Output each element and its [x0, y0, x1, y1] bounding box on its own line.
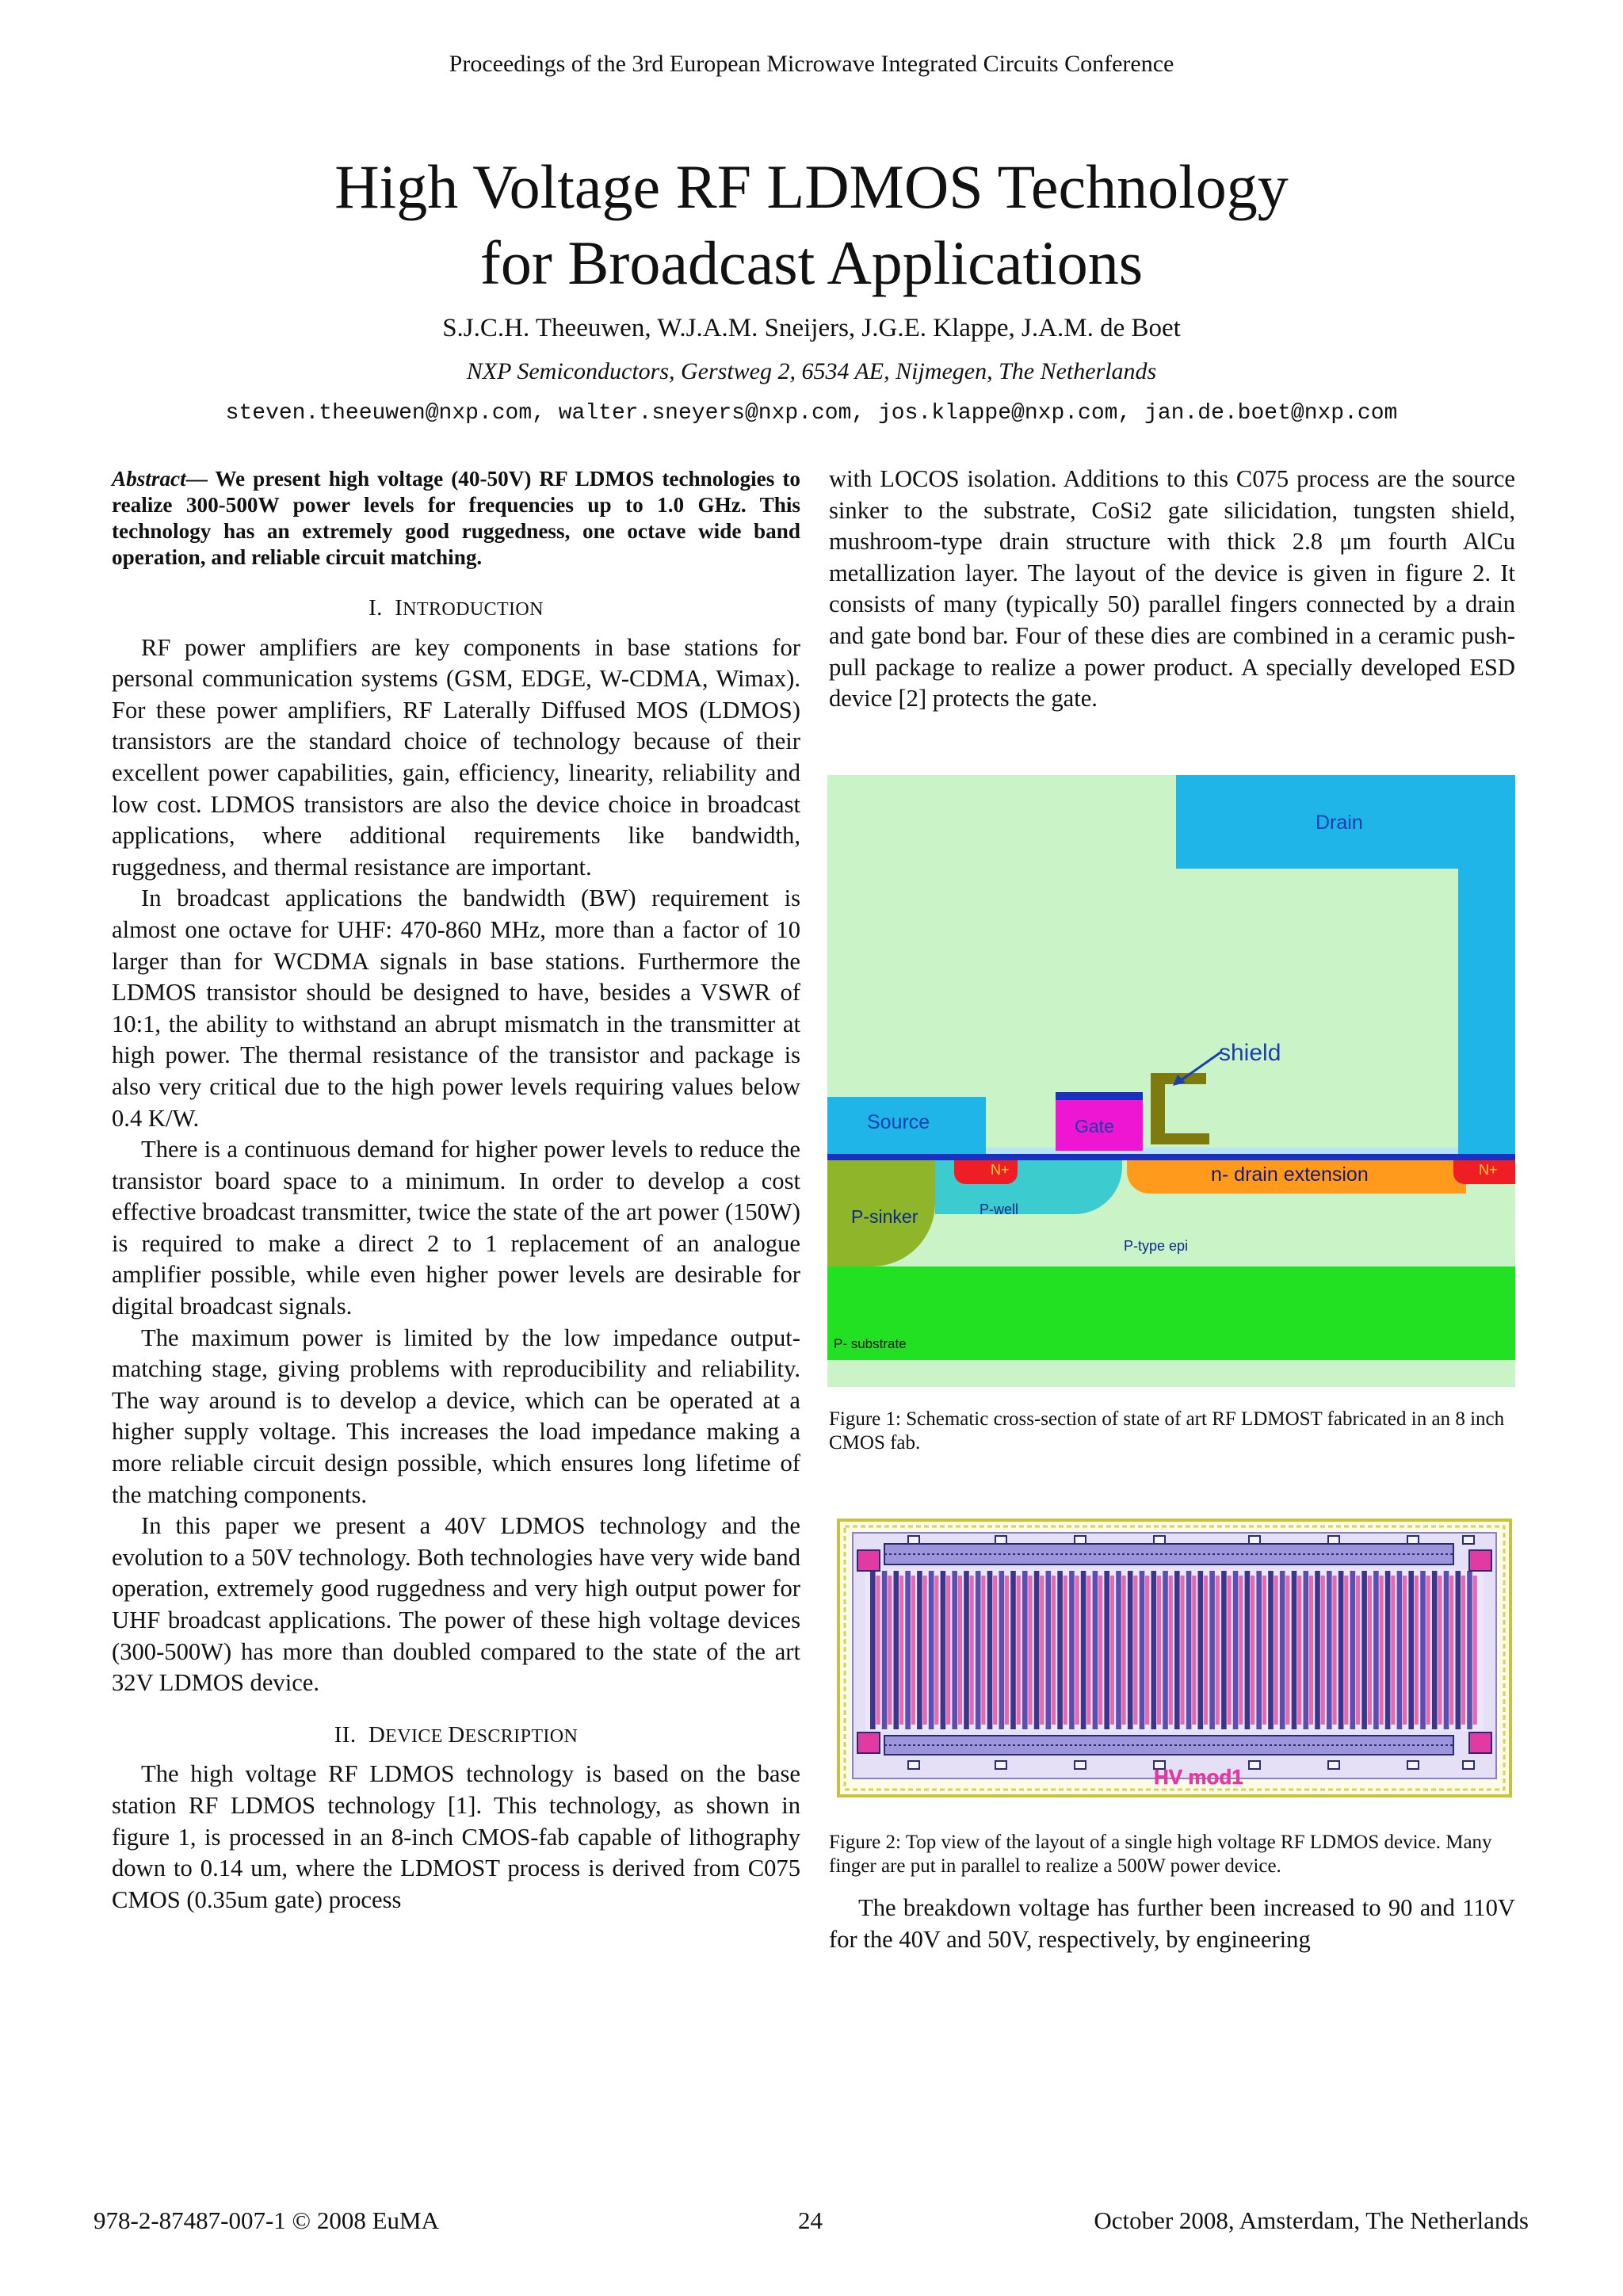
- finger-poly: [1098, 1576, 1102, 1725]
- finger-poly: [1274, 1576, 1278, 1725]
- finger-poly: [1426, 1576, 1430, 1725]
- finger-poly: [923, 1576, 927, 1725]
- section-rest: NTRODUCTION: [403, 599, 544, 620]
- finger-poly: [1403, 1576, 1407, 1725]
- finger-poly: [1262, 1576, 1266, 1725]
- finger-metal: [1022, 1571, 1028, 1729]
- footer-isbn: 978-2-87487-007-1 © 2008 EuMA: [94, 2206, 439, 2234]
- left-column: [112, 466, 800, 1916]
- finger-metal: [1385, 1571, 1391, 1729]
- finger-poly: [1204, 1576, 1208, 1725]
- section-numeral: II.: [334, 1721, 357, 1748]
- finger-metal: [1057, 1571, 1063, 1729]
- paragraph: The high voltage RF LDMOS technology is based on the base station RF LDMOS technology [1]. This technology, as shown in figure 1, is processed in an 8-inch CMOS-fab capable of lithography down to 0.14 um, where the LDMOST process is derived from C075 CMOS (0.35um gate) process: [112, 1760, 800, 1913]
- section-heading-device-description: [112, 1720, 800, 1753]
- p-well-label: P-well: [980, 1201, 1019, 1217]
- abstract-text: We present high voltage (40-50V) RF LDMOS technologies to realize 300-500W power levels for frequencies up to 1.0 GHz. This technology has an extremely good ruggedness, one octave wide band operation, and reliable circuit matching.: [112, 467, 800, 569]
- finger-poly: [1028, 1576, 1032, 1725]
- paragraph: RF power amplifiers are key components in base stations for personal communication systems (GSM, EDGE, W-CDMA, Wimax). For these power amplifiers, RF Laterally Diffused MOS (LDMOS) transistors are the standard choice of technology because of their excellent power capabilities, gain, efficiency, linearity, reliability and low cost. LDMOS transistors are also the device choice in broadcast applications, where additional requirements like bandwidth, ruggedness, and thermal resistance are important.: [112, 633, 800, 881]
- finger-poly: [1321, 1576, 1325, 1725]
- section-initial: D: [448, 1721, 465, 1748]
- finger-poly: [1332, 1576, 1336, 1725]
- figure-2-caption: Figure 2: Top view of the layout of a single high voltage RF LDMOS device. Many finger are put in parallel to realize a 500W power device.: [829, 1832, 1492, 1877]
- section-rest: ESCRIPTION: [464, 1725, 579, 1747]
- finger-poly: [1005, 1576, 1009, 1725]
- bond-contact: [1075, 1536, 1086, 1544]
- finger-metal: [882, 1571, 888, 1729]
- finger-poly: [1309, 1576, 1313, 1725]
- finger-poly: [1075, 1576, 1079, 1725]
- paragraph: In broadcast applications the bandwidth (BW) requirement is almost one octave for UHF: 470-860 MHz, more than a factor of 10 larger than for WCDMA signals in base stations. Furthermore the LDMOS transistor should be designed to have, besides a VSWR of 10:1, the ability to withstand an abrupt mismatch in the transmitter at high power. The thermal resistance of the transistor and package is also very critical due to the high power levels requiring values below 0.4 K/W.: [112, 884, 800, 1132]
- bond-contact: [908, 1536, 919, 1544]
- paragraph: There is a continuous demand for higher power levels to reduce the transistor board space to a minimum. In order to develop a cost effective broadcast transmitter, twice the state of the art power (150W) is required to make a direct 2 to 1 replacement of an analogue amplifier possible, while even higher power levels are desirable for digital broadcast signals.: [112, 1136, 800, 1320]
- finger-metal: [1034, 1571, 1040, 1729]
- drain-metal-column: [1458, 869, 1515, 1156]
- finger-poly: [1040, 1576, 1044, 1725]
- finger-metal: [1292, 1571, 1297, 1729]
- finger-poly: [1157, 1576, 1161, 1725]
- right-column-top: [829, 464, 1515, 715]
- finger-poly: [1228, 1576, 1232, 1725]
- finger-metal: [1408, 1571, 1414, 1729]
- finger-metal: [1151, 1571, 1157, 1729]
- finger-metal: [894, 1571, 899, 1729]
- finger-metal: [964, 1571, 969, 1729]
- finger-poly: [1180, 1576, 1184, 1725]
- finger-metal: [1104, 1571, 1109, 1729]
- shield-bottom: [1151, 1133, 1209, 1144]
- section-heading-introduction: [112, 593, 800, 626]
- finger-poly: [1192, 1576, 1196, 1725]
- bond-contact: [995, 1761, 1006, 1769]
- finger-metal: [1373, 1571, 1379, 1729]
- bond-contact: [1407, 1536, 1419, 1544]
- finger-metal: [976, 1571, 981, 1729]
- title-line-2: for Broadcast Applications: [479, 228, 1144, 297]
- footer-event: October 2008, Amsterdam, The Netherlands: [1094, 2206, 1529, 2234]
- affiliation: NXP Semiconductors, Gerstweg 2, 6534 AE, Nijmegen, The Netherlands: [466, 358, 1157, 384]
- bond-contact: [1249, 1761, 1260, 1769]
- finger-metal: [1256, 1571, 1262, 1729]
- finger-metal: [1432, 1571, 1438, 1729]
- finger-metal: [1233, 1571, 1239, 1729]
- section-initial: I: [395, 595, 403, 621]
- emails: steven.theeuwen@nxp.com, walter.sneyers@nxp.com, jos.klappe@nxp.com, jan.de.boet@nxp.com: [225, 401, 1398, 426]
- finger-metal: [1338, 1571, 1344, 1729]
- finger-poly: [993, 1576, 997, 1725]
- finger-poly: [1052, 1576, 1056, 1725]
- drain-label: Drain: [1316, 812, 1363, 834]
- finger-metal: [905, 1571, 911, 1729]
- authors: S.J.C.H. Theeuwen, W.J.A.M. Sneijers, J.G.E. Klappe, J.A.M. de Boet: [442, 314, 1181, 342]
- finger-poly: [1216, 1576, 1220, 1725]
- finger-metal: [987, 1571, 993, 1729]
- bond-contact: [908, 1761, 919, 1769]
- n-plus-right-label: N+: [1479, 1162, 1498, 1178]
- bond-contact: [1407, 1761, 1419, 1769]
- bond-contact: [995, 1536, 1006, 1544]
- paragraph: The breakdown voltage has further been increased to 90 and 110V for the 40V and 50V, respectively, by engineering: [829, 1894, 1515, 1953]
- finger-poly: [970, 1576, 974, 1725]
- finger-metal: [929, 1571, 934, 1729]
- bond-contact: [1075, 1761, 1086, 1769]
- section-initial: D: [368, 1721, 386, 1748]
- bond-contact: [1154, 1536, 1165, 1544]
- finger-poly: [1285, 1576, 1289, 1725]
- bond-contact: [1249, 1536, 1260, 1544]
- finger-poly: [1133, 1576, 1137, 1725]
- n-plus-left-label: N+: [991, 1162, 1010, 1178]
- finger-poly: [1064, 1576, 1067, 1725]
- finger-metal: [1186, 1571, 1192, 1729]
- bond-contact: [1463, 1536, 1474, 1544]
- drain-extension-label: n- drain extension: [1211, 1163, 1369, 1186]
- finger-poly: [1169, 1576, 1173, 1725]
- p-substrate-region: [827, 1266, 1515, 1360]
- finger-metal: [1010, 1571, 1016, 1729]
- finger-poly: [888, 1576, 892, 1725]
- proceedings-header: Proceedings of the 3rd European Microwave Integrated Circuits Conference: [449, 51, 1174, 77]
- finger-poly: [1380, 1576, 1384, 1725]
- finger-poly: [1086, 1576, 1090, 1725]
- finger-metal: [870, 1571, 876, 1729]
- bond-contact: [1463, 1761, 1474, 1769]
- finger-poly: [1356, 1576, 1360, 1725]
- finger-poly: [899, 1576, 903, 1725]
- finger-metal: [1081, 1571, 1086, 1729]
- p-substrate-label: P- substrate: [834, 1336, 907, 1351]
- abstract: [112, 466, 800, 571]
- finger-metal: [1444, 1571, 1449, 1729]
- finger-metal: [1046, 1571, 1052, 1729]
- finger-poly: [1344, 1576, 1348, 1725]
- finger-poly: [1110, 1576, 1114, 1725]
- finger-poly: [876, 1576, 880, 1725]
- shield-label: shield: [1219, 1040, 1281, 1066]
- bond-contact: [1328, 1536, 1339, 1544]
- finger-metal: [1245, 1571, 1251, 1729]
- finger-metal: [1327, 1571, 1332, 1729]
- finger-poly: [1251, 1576, 1254, 1725]
- finger-poly: [946, 1576, 950, 1725]
- finger-poly: [1017, 1576, 1021, 1725]
- finger-poly: [911, 1576, 915, 1725]
- finger-metal: [1304, 1571, 1309, 1729]
- finger-poly: [1473, 1576, 1477, 1725]
- finger-metal: [1069, 1571, 1075, 1729]
- finger-metal: [1198, 1571, 1204, 1729]
- shield-arrow-icon: [1168, 1049, 1224, 1089]
- finger-poly: [1415, 1576, 1419, 1725]
- silicide-line: [827, 1154, 1515, 1160]
- finger-metal: [1116, 1571, 1121, 1729]
- finger-poly: [1461, 1576, 1465, 1725]
- figure-1-cross-section: [827, 775, 1515, 1387]
- finger-metal: [1128, 1571, 1133, 1729]
- gate-silicide-cap: [1056, 1092, 1143, 1100]
- finger-metal: [1350, 1571, 1356, 1729]
- right-column-bottom: [829, 1893, 1515, 1955]
- finger-metal: [952, 1571, 957, 1729]
- paper-title: [0, 149, 1623, 301]
- title-line-1: High Voltage RF LDMOS Technology: [334, 152, 1289, 221]
- finger-metal: [1140, 1571, 1145, 1729]
- paragraph: with LOCOS isolation. Additions to this C075 process are the source sinker to the substrate, CoSi2 gate silicidation, tungsten shield, mushroom-type drain structure with thick 2.8 μm fourth AlCu metallization layer. The layout of the device is given in figure 2. It consists of many (typically 50) parallel fingers connected by a drain and gate bond bar. Four of these dies are combined in a ceramic push-pull package to realize a power product. A specially developed ESD device [2] protects the gate.: [829, 465, 1515, 712]
- finger-poly: [1122, 1576, 1126, 1725]
- finger-metal: [1420, 1571, 1426, 1729]
- paragraph: In this paper we present a 40V LDMOS technology and the evolution to a 50V technology. Both technologies have very wide band operation, extremely good ruggedness and very high output power for UHF broadcast applications. The power of these high voltage devices (300-500W) has more than doubled compared to the state of the art 32V LDMOS device.: [112, 1512, 800, 1697]
- paragraph: The maximum power is limited by the low impedance output-matching stage, giving problems with reproducibility and reliability. The way around is to develop a device, which can be operated at a higher supply voltage. This increases the load impedance making a more reliable circuit design possible, which ensures long lifetime of the matching components.: [112, 1324, 800, 1508]
- layout-drawing: [837, 1519, 1512, 1797]
- finger-metal: [999, 1571, 1005, 1729]
- finger-metal: [917, 1571, 922, 1729]
- finger-metal: [1315, 1571, 1320, 1729]
- finger-poly: [1391, 1576, 1395, 1725]
- finger-poly: [1297, 1576, 1301, 1725]
- figure-2-layout: [837, 1519, 1512, 1797]
- finger-poly: [934, 1576, 938, 1725]
- gate-label: Gate: [1075, 1116, 1114, 1137]
- p-sinker-label: P-sinker: [851, 1206, 918, 1227]
- finger-metal: [1397, 1571, 1403, 1729]
- finger-poly: [1145, 1576, 1149, 1725]
- finger-poly: [1438, 1576, 1442, 1725]
- source-label: Source: [867, 1111, 930, 1133]
- p-epi-label: P-type epi: [1124, 1238, 1189, 1254]
- finger-metal: [1467, 1571, 1472, 1729]
- finger-poly: [1368, 1576, 1372, 1725]
- finger-metal: [1280, 1571, 1285, 1729]
- finger-metal: [1361, 1571, 1367, 1729]
- finger-metal: [1174, 1571, 1180, 1729]
- finger-metal: [1268, 1571, 1274, 1729]
- footer-page-number: 24: [798, 2206, 823, 2234]
- finger-metal: [1209, 1571, 1215, 1729]
- finger-poly: [981, 1576, 985, 1725]
- finger-metal: [1163, 1571, 1168, 1729]
- section-numeral: I.: [369, 595, 383, 621]
- figure-1-caption: Figure 1: Schematic cross-section of state of art RF LDMOST fabricated in an 8 inch CMOS fab.: [829, 1408, 1505, 1454]
- finger-metal: [1221, 1571, 1227, 1729]
- finger-poly: [1239, 1576, 1243, 1725]
- finger-metal: [1093, 1571, 1098, 1729]
- finger-metal: [1456, 1571, 1461, 1729]
- bond-contact: [1328, 1761, 1339, 1769]
- abstract-dash: —: [185, 467, 216, 491]
- layout-label: HV mod1: [1154, 1765, 1243, 1789]
- finger-metal: [941, 1571, 946, 1729]
- finger-poly: [958, 1576, 962, 1725]
- section-rest: EVICE: [385, 1725, 449, 1747]
- abstract-label: Abstract: [112, 467, 186, 491]
- finger-poly: [1449, 1576, 1453, 1725]
